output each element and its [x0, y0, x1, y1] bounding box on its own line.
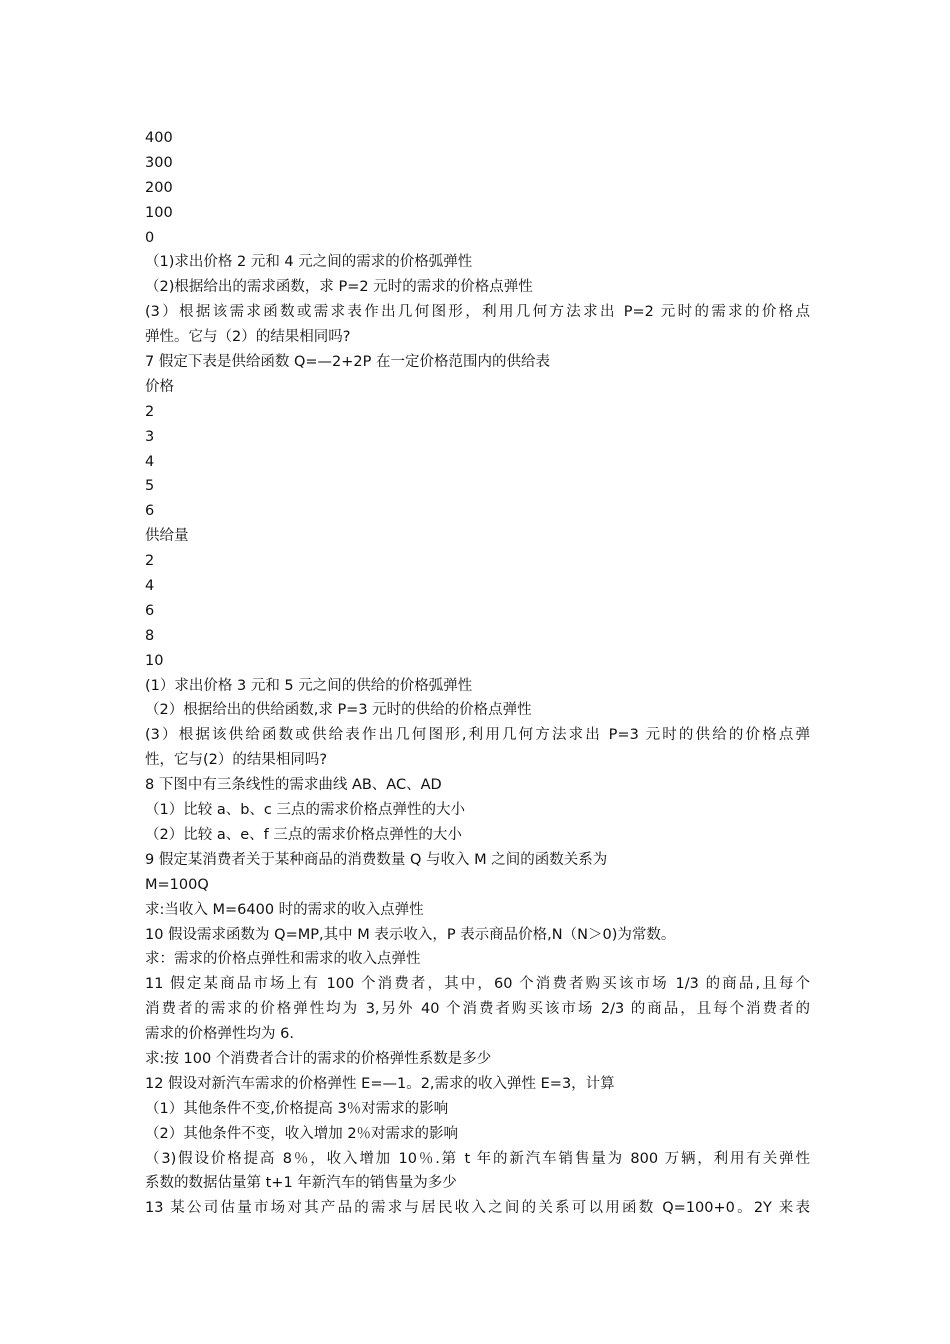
question-12-part-3: （3)假设价格提高 8％，收入增加 10％.第 t 年的新汽车销售量为 800 万辆，利用有关弹性 [145, 1150, 810, 1167]
supply-table-price: 4 [145, 453, 155, 470]
question-12-part-3-cont: 系数的数据估量第 t+1 年新汽车的销售量为多少 [145, 1175, 457, 1192]
supply-table-price: 3 [145, 428, 155, 445]
supply-table-quantity: 10 [145, 652, 164, 669]
question-11-heading: 11 假定某商品市场上有 100 个消费者，其中，60 个消费者购买该市场 1/3 的商品,且每个 [145, 976, 810, 993]
question-7-heading: 7 假定下表是供给函数 Q=—2+2P 在一定价格范围内的供给表 [145, 354, 550, 371]
question-12-part-2: （2）其他条件不变，收入增加 2％对需求的影响 [145, 1125, 459, 1142]
question-10-ask: 求：需求的价格点弹性和需求的收入点弹性 [145, 951, 421, 968]
question-6-part-3: (3）根据该需求函数或需求表作出几何图形，利用几何方法求出 P=2 元时的需求的价格点 [145, 304, 810, 321]
question-8-part-2: （2）比较 a、e、f 三点的需求价格点弹性的大小 [145, 826, 462, 843]
question-7-part-3-cont: 性，它与(2）的结果相同吗? [145, 752, 328, 769]
question-9-heading: 9 假定某消费者关于某种商品的消费数量 Q 与收入 M 之间的函数关系为 [145, 851, 608, 868]
question-11-ask: 求:按 100 个消费者合计的需求的价格弹性系数是多少 [145, 1050, 492, 1067]
question-11-cont-end: 需求的价格弹性均为 6. [145, 1026, 294, 1043]
question-13-heading: 13 某公司估量市场对其产品的需求与居民收入之间的关系可以用函数 Q=100+0。2Y 来表 [145, 1200, 810, 1217]
document-body [145, 126, 810, 1221]
question-8-part-1: （1）比较 a、b、c 三点的需求价格点弹性的大小 [145, 802, 466, 819]
supply-table-quantity: 2 [145, 553, 155, 570]
supply-table-header-quantity: 供给量 [145, 528, 189, 545]
supply-table-header-price: 价格 [145, 378, 174, 395]
question-11-cont: 消费者的需求的价格弹性均为 3,另外 40 个消费者购买该市场 2/3 的商品，且每个消费者的 [145, 1001, 810, 1018]
supply-table-price: 2 [145, 403, 155, 420]
question-7-part-2: （2）根据给出的供给函数,求 P=3 元时的供给的价格点弹性 [145, 702, 532, 719]
demand-table-value: 200 [145, 179, 173, 196]
question-10-heading: 10 假设需求函数为 Q=MP,其中 M 表示收入，P 表示商品价格,N（N＞0)为常数。 [145, 926, 676, 943]
question-6-part-3-cont: 弹性。它与（2）的结果相同吗? [145, 329, 351, 346]
demand-table-value: 300 [145, 154, 173, 171]
supply-table-quantity: 6 [145, 602, 155, 619]
demand-table-value: 0 [145, 229, 155, 246]
supply-table-quantity: 8 [145, 627, 155, 644]
question-9-ask: 求:当收入 M=6400 时的需求的收入点弹性 [145, 901, 424, 918]
question-9-formula: M=100Q [145, 876, 209, 893]
question-6-part-2: （2)根据给出的需求函数，求 P=2 元时的需求的价格点弹性 [145, 279, 533, 296]
supply-table-quantity: 4 [145, 578, 155, 595]
question-7-part-1: (1）求出价格 3 元和 5 元之间的供给的价格弧弹性 [145, 677, 473, 694]
question-6-part-1: （1)求出价格 2 元和 4 元之间的需求的价格弧弹性 [145, 254, 473, 271]
question-7-part-3: (3）根据该供给函数或供给表作出几何图形,利用几何方法求出 P=3 元时的供给的价格点弹 [145, 727, 810, 744]
question-8-heading: 8 下图中有三条线性的需求曲线 AB、AC、AD [145, 777, 442, 794]
supply-table-price: 6 [145, 503, 155, 520]
supply-table-price: 5 [145, 478, 155, 495]
question-12-heading: 12 假设对新汽车需求的价格弹性 E=—1。2,需求的收入弹性 E=3，计算 [145, 1075, 615, 1092]
question-12-part-1: （1）其他条件不变,价格提高 3％对需求的影响 [145, 1100, 449, 1117]
demand-table-value: 100 [145, 204, 173, 221]
demand-table-value: 400 [145, 130, 173, 146]
